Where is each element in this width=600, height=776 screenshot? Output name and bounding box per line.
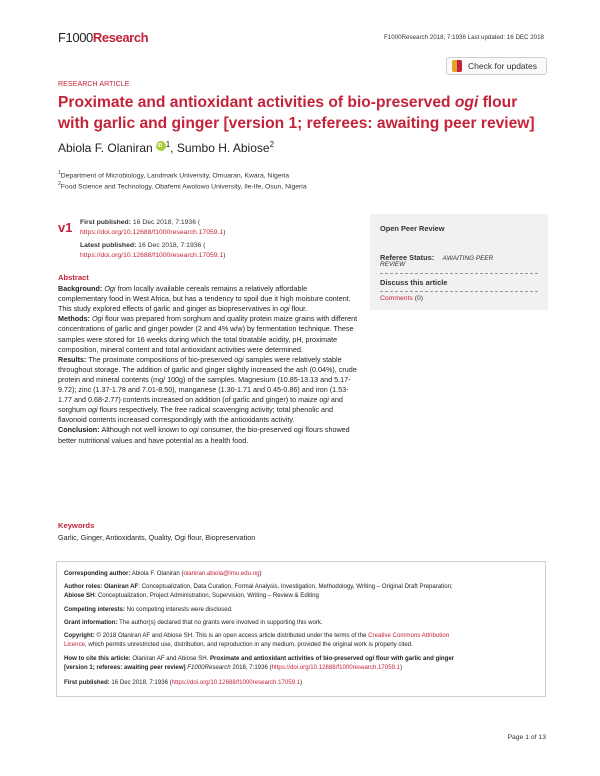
abstract-italic: Ogi: [91, 314, 104, 324]
detail-text: : Conceptualization, Data Curation, Formal Analysis, Investigation, Methodology, Writing – Original Draft Preparation;: [138, 583, 453, 590]
copyright: [64, 632, 540, 650]
detail-text: Abiola F. Olaniran (: [130, 570, 184, 577]
author-separator: ,: [170, 141, 177, 155]
abstract-text: Although not well known to: [101, 425, 190, 435]
abstract-methods: [58, 314, 358, 354]
comments-link[interactable]: Comments: [380, 295, 413, 302]
detail-text: No competing interests were disclosed.: [124, 606, 233, 613]
paren: ): [259, 570, 262, 577]
cite-journal: F1000Research: [185, 663, 231, 671]
detail-text: 16 Dec 2018, 7:1936 (: [109, 679, 172, 686]
license-link[interactable]: Creative Commons Attribution: [368, 632, 450, 639]
detail-text: : Conceptualization, Project Administration, Supervision, Writing – Review & Editing: [94, 591, 319, 599]
comments-count: (0): [412, 295, 424, 302]
f1000research-logo[interactable]: [58, 30, 148, 45]
affiliation-sup: 1: [58, 170, 61, 176]
abstract-text: flour was prepared from sorghum and quality protein maize grains with different concentrations of garlic and ginger powder (2 and 4% w/w) by fermentation technique. These samples were stored for 16 weeks during which the total titratable acidity, pH, proximate composition, mineral content and total antioxidant activities were determined.: [58, 314, 358, 354]
paren: ): [400, 663, 403, 671]
first-published-text: 16 Dec 2018, 7:1936 (: [130, 219, 201, 226]
cite-title: flour with garlic and ginger: [374, 655, 455, 662]
title-italic: ogi: [454, 94, 479, 111]
abstract-italic: ogi: [319, 395, 329, 405]
abstract-text: flour.: [289, 304, 308, 314]
abstract: [58, 273, 358, 446]
divider: [380, 273, 538, 274]
comments: [380, 295, 423, 302]
header-meta: F1000Research 2018, 7:1936 Last updated: 16 DEC 2018: [384, 34, 544, 41]
detail-label: Author roles: Olaniran AF: [64, 583, 139, 590]
logo-f1000: F1000: [58, 30, 93, 45]
article-title: [58, 92, 548, 134]
article-details-box: [56, 561, 546, 697]
cite-title: Proximate and antioxidant activities of bio-preserved: [209, 655, 366, 662]
grant-information: [64, 619, 540, 628]
paren: ): [223, 252, 226, 259]
keywords-text: Garlic, Ginger, Antioxidants, Quality, Ogi flour, Biopreservation: [58, 533, 256, 542]
bookmark-icon: [451, 60, 463, 72]
abstract-italic: ogi: [87, 405, 98, 415]
competing-interests: [64, 606, 540, 615]
paren: ): [223, 229, 226, 236]
email-link[interactable]: olaniran.abiola@lmu.edu.ng: [183, 570, 260, 577]
discuss-heading: Discuss this article: [380, 278, 448, 287]
orcid-icon[interactable]: [156, 141, 166, 151]
affiliation: [58, 170, 289, 179]
divider: [380, 291, 538, 292]
first-published-label: First published:: [80, 219, 131, 226]
article-type: RESEARCH ARTICLE: [58, 81, 130, 88]
abstract-italic: ogi: [234, 354, 244, 364]
abstract-text: consumer, the bio-preserved ogi flours showed better nutritional values and have potential as a health food.: [58, 425, 350, 445]
check-for-updates-button[interactable]: [446, 57, 547, 75]
detail-text: 2018, 7:1936 (: [230, 663, 272, 671]
peer-review-sidebar: [370, 214, 548, 310]
abstract-italic: ogi: [280, 304, 290, 314]
cite-doi-link[interactable]: https://doi.org/10.12688/f1000research.17059.1: [271, 663, 401, 671]
abstract-conclusion: [58, 425, 358, 445]
license-link[interactable]: Licence: [64, 640, 86, 648]
abstract-italic: ogi: [189, 425, 199, 435]
background-label: Background:: [58, 284, 105, 294]
abstract-text: flours respectively. The free radical scavenging activity; total phenolic and flavonoid contents increased correspondingly with the antioxidants activity.: [58, 405, 334, 425]
first-published-detail: [64, 679, 540, 688]
first-pub-doi-link[interactable]: https://doi.org/10.12688/f1000research.17059.1: [171, 679, 301, 686]
detail-text: Olaniran AF and Abiose SH.: [130, 655, 210, 662]
detail-text: © 2018 Olaniran AF and Abiose SH. This is an open access article distributed under the terms of the: [94, 632, 369, 639]
first-published: [80, 218, 350, 238]
corresponding-author: [64, 570, 540, 579]
referee-status-value: AWAITING PEER: [442, 255, 494, 262]
referee-status-value-cont: REVIEW: [380, 261, 406, 268]
conclusion-label: Conclusion:: [58, 425, 102, 435]
referee-status-label: Referee Status:: [380, 253, 435, 262]
title-part: flour with garlic and ginger [version 1; referees: awaiting peer review]: [58, 94, 535, 132]
detail-text: The author(s) declared that no grants were involved in supporting this work.: [117, 619, 323, 626]
author-name[interactable]: Abiola F. Olaniran: [58, 141, 153, 155]
author-affil-sup: 1: [165, 140, 171, 149]
abstract-heading: Abstract: [58, 273, 89, 282]
author-roles: [64, 583, 540, 601]
abstract-background: [58, 284, 358, 314]
detail-label: Abiose SH: [64, 591, 95, 599]
detail-label: Corresponding author:: [64, 570, 131, 577]
latest-published-label: Latest published:: [80, 242, 137, 249]
paren: ): [300, 679, 303, 686]
detail-label: Copyright:: [64, 632, 95, 639]
detail-label: Competing interests:: [64, 606, 125, 613]
first-published-doi-link[interactable]: https://doi.org/10.12688/f1000research.17059.1: [80, 229, 224, 236]
abstract-text: samples were relatively stable throughout storage. The addition of garlic and ginger slightly increased the ash (0.04%), crude protein and mineral contents (mg/ 100g) of the samples. Magnesium (10.85-13.13 and 5.17-9.72); zinc (1.37-1.78 and 7.01-8.50), manganese (1.30-1.71 and 0.45-0.86) and iron (1.53-1.77 and 0.68-2.77) contents increased on addition (of garlic and ginger) to maize: [58, 354, 357, 405]
page-header: [58, 30, 544, 46]
latest-published: [80, 241, 350, 261]
author-name[interactable]: Sumbo H. Abiose: [176, 141, 270, 155]
detail-label: First published:: [64, 679, 110, 686]
abstract-text: and sorghum: [58, 395, 343, 415]
author-list: [58, 140, 274, 155]
detail-label: How to cite this article:: [64, 655, 131, 662]
abstract-text: from locally available cereals remains a relatively affordable complementary food in West Africa, but has a tendency to spoil due it high moisture content. This study explored effects of garlic and ginger as biopreservatives in: [58, 284, 351, 314]
page-number: Page 1 of 13: [507, 734, 546, 741]
detail-label: Grant information:: [64, 619, 118, 626]
how-to-cite: [64, 655, 540, 673]
cite-italic: ogi: [365, 655, 375, 662]
detail-text: , which permits unrestricted use, distribution, and reproduction in any medium, provided the original work is properly cited.: [85, 640, 413, 648]
logo-research: Research: [92, 30, 149, 45]
cite-title: [version 1; referees: awaiting peer review]: [64, 663, 186, 671]
abstract-text: The proximate compositions of bio-preserved: [88, 354, 235, 364]
author-affil-sup: 2: [269, 140, 275, 149]
affiliation: [58, 181, 307, 190]
affiliation-text: Department of Microbiology, Landmark University, Omuaran, Kwara, Nigeria: [60, 172, 290, 180]
version-label: v1: [58, 220, 73, 235]
latest-published-text: 16 Dec 2018, 7:1936 (: [136, 242, 206, 249]
affiliation-sup: 2: [58, 181, 61, 187]
latest-published-doi-link[interactable]: https://doi.org/10.12688/f1000research.17059.1: [80, 252, 224, 259]
abstract-results: [58, 355, 358, 426]
results-label: Results:: [58, 354, 89, 364]
affiliation-text: Food Science and Technology, Obafemi Awolowo University, Ile-Ife, Osun, Nigeria: [60, 183, 307, 191]
open-peer-review-heading: Open Peer Review: [380, 224, 445, 233]
abstract-italic: Ogi: [104, 284, 116, 294]
methods-label: Methods:: [58, 314, 92, 324]
check-for-updates-label: Check for updates: [468, 61, 537, 71]
keywords-heading: Keywords: [58, 521, 95, 530]
title-part: Proximate and antioxidant activities of bio-preserved: [58, 94, 455, 111]
